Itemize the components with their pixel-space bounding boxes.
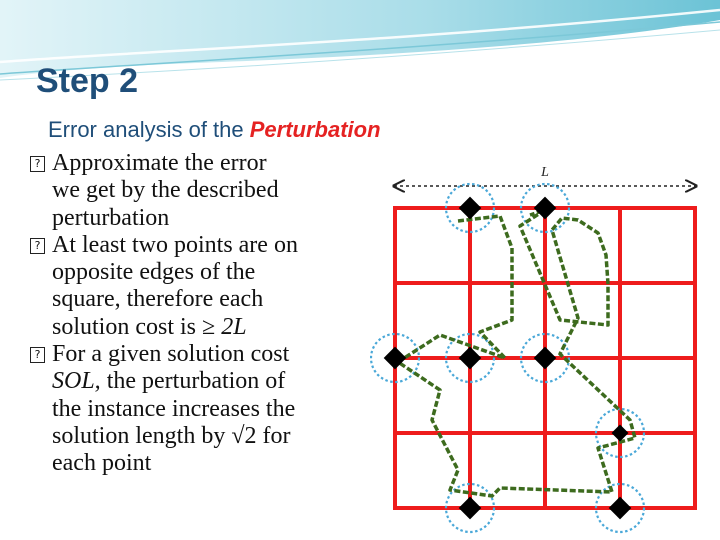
bullet-line: square, therefore each [52, 286, 264, 313]
bullet-line: the perturbation of [100, 368, 286, 395]
dimension-label-L: L [541, 165, 549, 180]
missing-glyph-icon: ? [30, 156, 45, 172]
bullet-line: the instance increases the [52, 395, 296, 422]
point-marker [459, 197, 482, 220]
bullet-list [28, 150, 358, 478]
bullet-item [28, 150, 358, 232]
perturbation-grid-diagram [370, 150, 710, 540]
bullet-item [28, 341, 358, 477]
subtitle-text: Error analysis of the [48, 117, 250, 142]
subtitle-emphasis: Perturbation [249, 117, 381, 142]
slide-subtitle [48, 117, 381, 143]
bullet-line: we get by the described [52, 177, 279, 204]
bullet-line: Approximate the error [52, 150, 267, 176]
bullet-line: perturbation [52, 204, 170, 231]
slide-title: Step 2 [36, 62, 139, 100]
missing-glyph-icon: ? [30, 238, 45, 254]
bullet-line: For a given solution cost [52, 341, 290, 368]
bullet-line: each point [52, 450, 152, 477]
tour-path [398, 210, 635, 496]
missing-glyph-icon: ? [30, 347, 45, 363]
math-SOL: SOL, [52, 368, 101, 395]
bullet-item [28, 232, 358, 341]
math-2L: 2L [221, 313, 247, 340]
point-marker [609, 497, 632, 520]
bullet-line: solution cost is ≥ [52, 313, 222, 340]
point-marker [534, 347, 557, 370]
bullet-line: At least two points are on [52, 231, 298, 258]
point-marker [612, 425, 629, 442]
bullet-line: solution length by √2 for [52, 422, 291, 449]
bullet-line: opposite edges of the [52, 259, 256, 286]
point-marker [459, 497, 482, 520]
